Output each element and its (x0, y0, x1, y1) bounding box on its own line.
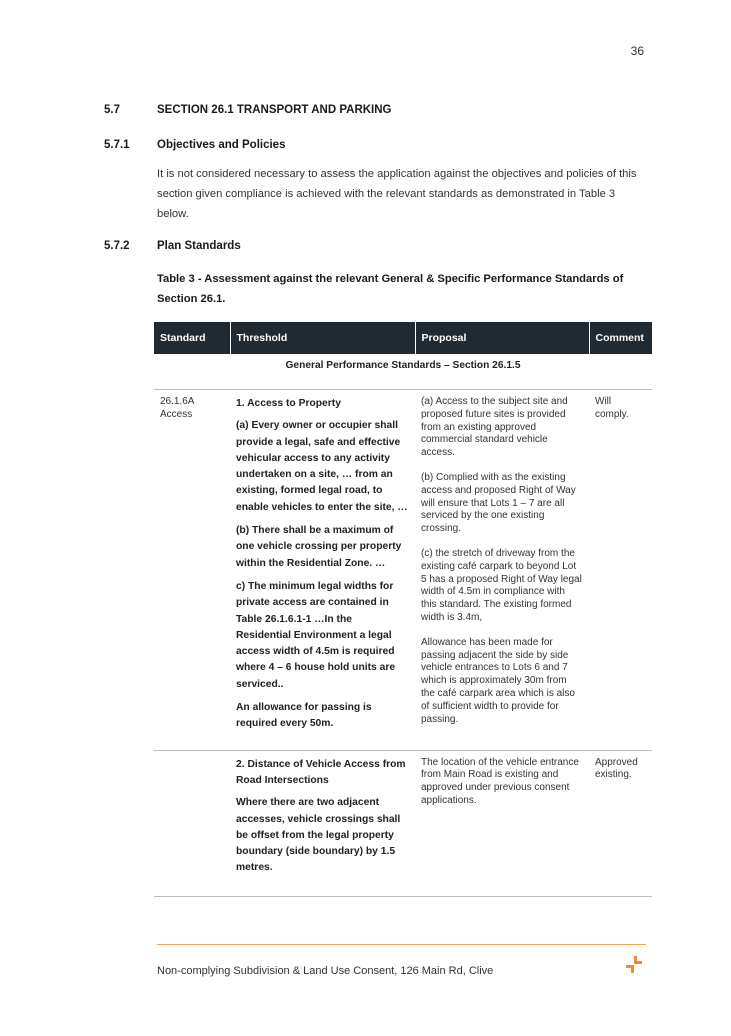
proposal-clause: (c) the stretch of driveway from the existing café carpark to beyond Lot 5 has a proposed Right of Way legal width of 4.5m in compliance with this standard. The existing formed width is 3.4m, (421, 547, 582, 623)
section-title: Plan Standards (157, 240, 241, 252)
threshold-clause: (b) There shall be a maximum of one vehicle crossing per property within the Residential Zone. … (236, 525, 402, 569)
proposal-clause: (b) Complied with as the existing access and proposed Right of Way will ensure that Lots 1 – 7 are all serviced by the one existing crossing. (421, 471, 576, 535)
table-caption: Table 3 - Assessment against the relevant General & Specific Performance Standards of Section 26.1. (157, 273, 624, 305)
threshold-clause: An allowance for passing is required every 50m. (236, 702, 372, 730)
header-comment: Comment (589, 322, 652, 354)
threshold-cell (230, 390, 415, 751)
threshold-clause: (a) Every owner or occupier shall provide a legal, safe and effective vehicular access to any activity undertaken on a site, … from an existing, formed legal road, to enable vehicles to enter the site, … (236, 420, 408, 513)
threshold-title: 2. Distance of Vehicle Access from Road Intersections (236, 758, 406, 786)
threshold-clause: c) The minimum legal widths for private access are contained in Table 26.1.6.1-1 …In the Residential Environment a legal access width of 4.5m is required where 4 – 6 house hold units are serviced.. (236, 580, 396, 690)
proposal-clause: Allowance has been made for passing adjacent the side by side vehicle entrances to Lots 6 and 7 which is approximately 30m from the café carpark area which is also of sufficient width to provide for passing. (421, 636, 575, 725)
header-threshold: Threshold (230, 322, 415, 354)
proposal-cell (415, 390, 589, 751)
table-row (154, 750, 652, 896)
section-title: SECTION 26.1 TRANSPORT AND PARKING (157, 104, 392, 116)
footer-divider (157, 944, 646, 945)
standard-cell (154, 390, 230, 751)
section-heading-5-7 (104, 104, 392, 116)
standard-cell (154, 750, 230, 896)
standard-code: 26.1.6A (160, 396, 195, 407)
footer-text: Non-complying Subdivision & Land Use Consent, 126 Main Rd, Clive (157, 965, 494, 977)
threshold-title: 1. Access to Property (236, 398, 341, 409)
objectives-paragraph: It is not considered necessary to assess the application against the objectives and policies of this section given compliance is achieved with the relevant standards as demonstrated in Table 3 below. (157, 168, 637, 220)
proposal-cell (415, 750, 589, 896)
comment-cell: Will comply. (589, 390, 652, 751)
company-logo-icon (624, 954, 644, 974)
proposal-clause: (a) Access to the subject site and proposed future sites is provided from an existing approved commercial standard vehicle access. (421, 396, 568, 459)
section-number: 5.7 (104, 104, 120, 116)
section-number: 5.7.1 (104, 139, 130, 151)
assessment-table (154, 322, 652, 897)
section-number: 5.7.2 (104, 240, 130, 252)
section-heading-5-7-2 (104, 240, 241, 252)
table-row (154, 390, 652, 751)
table-header-row (154, 322, 652, 354)
standard-name: Access (160, 408, 193, 420)
threshold-cell (230, 750, 415, 896)
page-number: 36 (630, 44, 644, 58)
section-heading-5-7-1 (104, 139, 285, 151)
threshold-clause: Where there are two adjacent accesses, vehicle crossings shall be offset from the legal property boundary (side boundary) by 1.5 metres. (236, 797, 401, 874)
comment-cell: Approved existing. (589, 750, 652, 896)
proposal-clause: The location of the vehicle entrance from Main Road is existing and approved under previous consent applications. (421, 756, 579, 807)
header-standard: Standard (154, 322, 230, 354)
header-proposal: Proposal (415, 322, 589, 354)
table-section-row (154, 354, 652, 390)
section-title: Objectives and Policies (157, 139, 286, 151)
section-row-label: General Performance Standards – Section 26.1.5 (154, 354, 652, 390)
